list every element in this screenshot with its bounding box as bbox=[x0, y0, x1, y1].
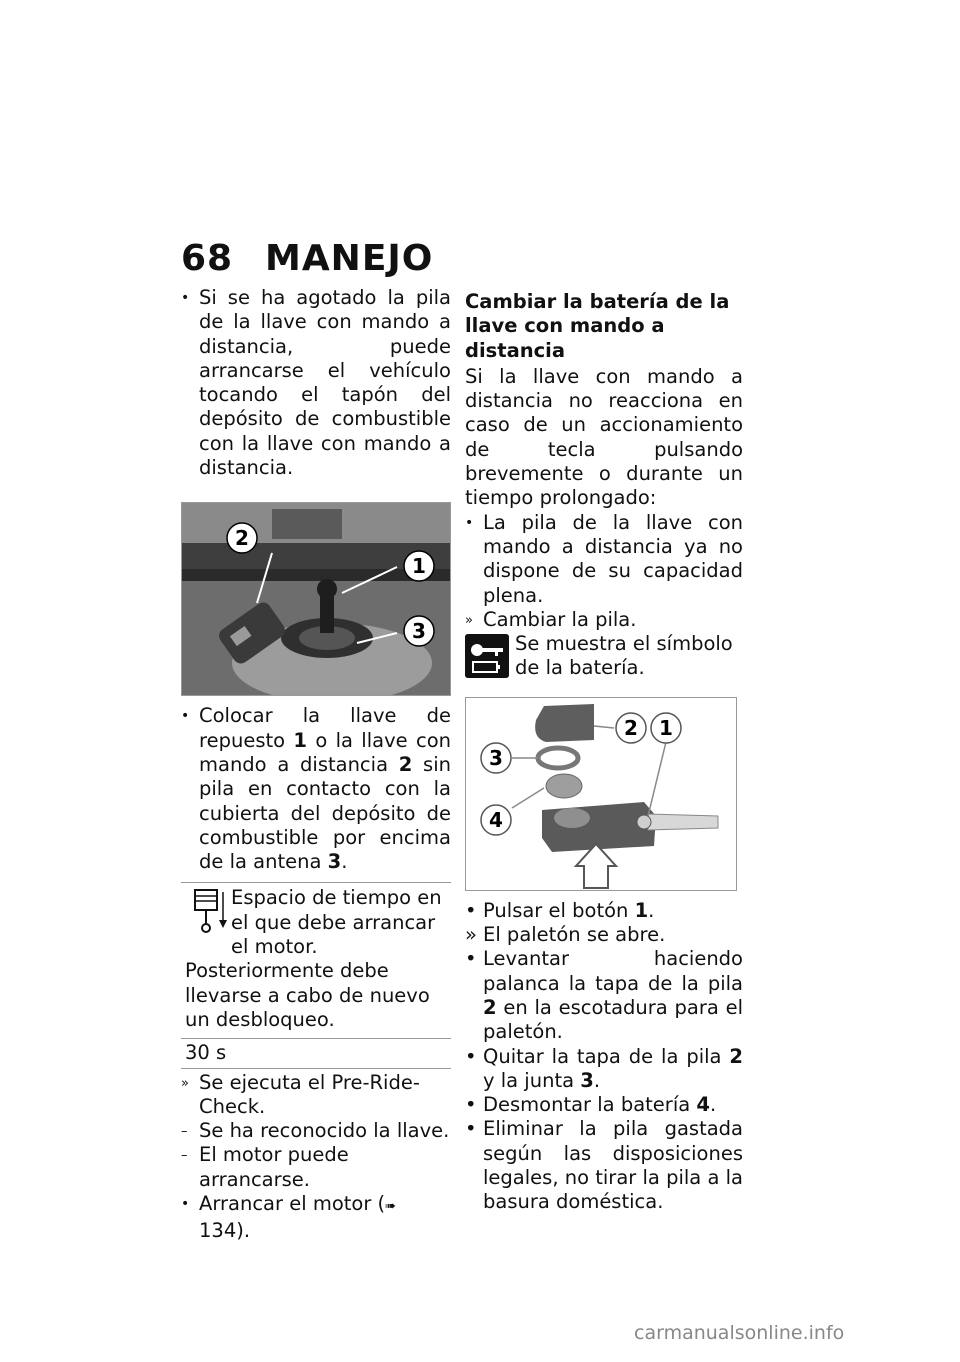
item-text: Si se ha agotado la pila de la llave con mando a distancia, puede arrancarse el vehículo tocando el tapón del depósito de combustible con la llave con mando a distancia. bbox=[199, 286, 451, 480]
item-text: ). bbox=[236, 1219, 251, 1243]
callout-3: 3 bbox=[412, 619, 426, 644]
item-text: Colocar la llave de repuesto bbox=[199, 704, 451, 752]
item-text: Se ha reconocido la llave. bbox=[199, 1119, 450, 1143]
intro-paragraph: Si la llave con mando a distancia no reacciona en caso de un accionamiento de tecla pulsando brevemente o durante un tiempo prolongado: bbox=[465, 364, 743, 510]
battery-note-text: Se muestra el símbolo de la batería. bbox=[515, 632, 733, 680]
result-marker: » bbox=[181, 1075, 189, 1091]
item-text: o la llave con mando a distancia bbox=[199, 728, 451, 776]
ref-number: 2 bbox=[398, 752, 413, 776]
item-text: y la junta bbox=[483, 1068, 581, 1092]
bullet-marker: • bbox=[181, 290, 190, 306]
step-marker: • bbox=[465, 947, 477, 971]
callout-2: 2 bbox=[624, 715, 638, 740]
figure-key-battery bbox=[465, 697, 737, 891]
note-box bbox=[181, 882, 451, 1068]
item-text: El paletón se abre. bbox=[483, 923, 666, 947]
result-marker: » bbox=[465, 612, 473, 628]
ref-number: 1 bbox=[293, 728, 307, 752]
note-value: 30 s bbox=[181, 1038, 451, 1067]
ref-number: 1 bbox=[634, 898, 649, 922]
page-header bbox=[181, 238, 433, 279]
step-marker: » bbox=[465, 923, 477, 947]
page-ref[interactable]: 134 bbox=[199, 1219, 237, 1243]
callout-1: 1 bbox=[659, 715, 673, 740]
step-marker: • bbox=[465, 898, 477, 922]
list-item bbox=[465, 899, 743, 923]
page-number: 68 bbox=[181, 238, 234, 279]
item-text: La pila de la llave con mando a distancia ya no dispone de su capacidad plena. bbox=[483, 510, 743, 607]
list-item bbox=[465, 1117, 743, 1214]
item-text: en la escotadura para el paletón. bbox=[483, 995, 743, 1044]
callout-4: 4 bbox=[489, 807, 503, 832]
step-marker: • bbox=[465, 1044, 477, 1068]
item-text: Pulsar el botón bbox=[483, 898, 635, 922]
ref-number: 4 bbox=[696, 1093, 710, 1117]
step-marker: • bbox=[465, 1093, 477, 1117]
bullet-marker: • bbox=[181, 1196, 190, 1213]
item-text: . bbox=[709, 1093, 717, 1117]
item-text: Arrancar el motor ( bbox=[199, 1192, 386, 1216]
figure-fuel-cap-key bbox=[181, 502, 451, 696]
bullet-marker: • bbox=[181, 708, 190, 725]
dash-marker: – bbox=[181, 1148, 188, 1164]
section-title: MANEJO bbox=[265, 238, 434, 279]
left-column bbox=[181, 286, 451, 1244]
ref-number: 2 bbox=[729, 1044, 743, 1068]
item-text: Eliminar la pila gastada según las disposiciones legales, no tirar la pila a la basura doméstica. bbox=[483, 1117, 743, 1214]
item-text: Quitar la tapa de la pila bbox=[483, 1044, 730, 1068]
page-ref-arrow-icon: ➠ bbox=[385, 1199, 397, 1215]
callout-3: 3 bbox=[489, 745, 503, 770]
watermark[interactable]: carmanualsonline.info bbox=[634, 1322, 845, 1344]
callout-2: 2 bbox=[235, 526, 249, 551]
engine-piston-icon bbox=[185, 886, 229, 938]
key-battery-icon bbox=[465, 634, 509, 678]
list-item bbox=[465, 1045, 743, 1094]
battery-note bbox=[465, 632, 743, 681]
fuel-cap-illustration bbox=[182, 503, 450, 695]
list-item bbox=[465, 511, 743, 608]
ref-number: 3 bbox=[580, 1068, 594, 1092]
list-item bbox=[181, 1119, 451, 1143]
steps-list bbox=[465, 899, 743, 1215]
dash-marker: – bbox=[181, 1124, 188, 1140]
item-text: El motor puede arrancarse. bbox=[199, 1143, 349, 1191]
list-item bbox=[181, 1143, 451, 1192]
item-text: Desmontar la batería bbox=[483, 1093, 697, 1117]
list-item bbox=[465, 923, 743, 947]
item-text: . bbox=[341, 850, 348, 874]
note-text: Espacio de tiempo en el que debe arrancar el motor. Posteriormente debe llevarse a cabo de nuevo un desbloqueo. bbox=[185, 886, 442, 1031]
item-text: . bbox=[648, 898, 655, 922]
list-item bbox=[465, 947, 743, 1044]
item-text: Cambiar la pila. bbox=[483, 607, 637, 631]
key-battery-illustration bbox=[466, 698, 736, 890]
item-text: Se ejecuta el Pre-Ride-Check. bbox=[199, 1070, 420, 1118]
list-item bbox=[181, 286, 451, 480]
callout-1: 1 bbox=[412, 554, 426, 579]
list-item bbox=[181, 704, 451, 874]
list-item bbox=[465, 608, 743, 632]
list-item bbox=[465, 1093, 743, 1117]
item-text: Levantar haciendo palanca la tapa de la pila bbox=[483, 947, 743, 995]
ref-number: 2 bbox=[483, 995, 497, 1019]
right-column bbox=[465, 290, 743, 1215]
ref-number: 3 bbox=[327, 850, 342, 874]
note-body bbox=[181, 883, 451, 1038]
item-text: sin pila en contacto con la cubierta del depósito de combustible por encima de la antena bbox=[199, 752, 451, 874]
list-item bbox=[181, 1071, 451, 1120]
bullet-marker: • bbox=[465, 514, 474, 531]
section-heading: Cambiar la batería de la llave con mando a distancia bbox=[465, 290, 730, 362]
item-text: . bbox=[593, 1068, 601, 1092]
step-marker: • bbox=[465, 1117, 477, 1141]
list-item bbox=[181, 1192, 451, 1244]
